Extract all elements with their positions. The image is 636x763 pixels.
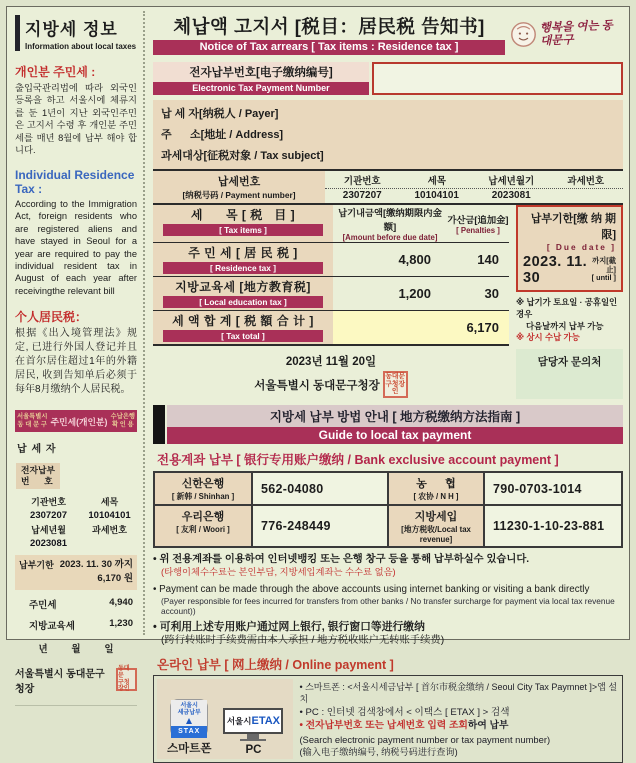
epay-section <box>153 62 623 95</box>
korean-section-body: 출입국관리법에 따라 외국인 등록을 하고 서울시에 체류지를 둔 1년이 지난 외국인주민은 고지서 수령 후 개인분 주민세를 매년 8월에 납부 해야 합니다. <box>15 83 137 156</box>
tax-total-value: 6,170 <box>333 311 509 344</box>
bank-shinhan: 신한은행 [ 新韩 / Shinhan ] <box>154 472 252 505</box>
bank-woori: 우리은행 [ 友利 / Woori ] <box>154 505 252 547</box>
payment-notes <box>153 554 623 653</box>
stub-resident-label: 주민세 <box>29 599 57 611</box>
stub-due-values <box>54 558 133 587</box>
tax-amount-section <box>153 205 623 399</box>
sidebar-subtitle: Information about local taxes <box>25 42 137 51</box>
due-date-box <box>516 205 623 292</box>
pc-label: PC <box>245 744 262 757</box>
tax-row-residence: 주 민 세 [ 居 民 税 ] [ Residence tax ] 4,800 140 <box>153 243 509 277</box>
sidebar-title-block <box>15 15 137 51</box>
bank-localtax-account: 11230-1-10-23-881 <box>484 505 622 547</box>
notice-subtitle-bar: Notice of Tax arrears [ Tax items : Residence tax ] <box>153 40 505 55</box>
epay-label-ko: 전자납부번호[电子缴纳编号] <box>153 62 369 82</box>
english-section-heading: Individual Residence Tax : <box>15 167 135 196</box>
instruction-search-en: (Search electronic payment number or tax payment number) <box>299 734 551 746</box>
district-slogan: 행복을 여는 동대문구 <box>539 19 613 48</box>
address-row: 주 소[地址 / Address] <box>161 129 284 141</box>
stub-due-date: 2023. 11. 30 까지 <box>59 559 133 571</box>
chinese-section-body: 根据《出入境管理法》规定, 已进行外国人登记并且在首尔居住超过1年的外籍居民, 收到告知单后必须于每年8月缴纳个人居民税。 <box>15 328 137 396</box>
stub-payer-label: 납 세 자 <box>17 444 57 456</box>
stub-date-blank: 년 월 일 <box>38 643 114 655</box>
due-until-note: 까지[截止] [ until ] <box>591 255 616 283</box>
guide-title-ko: 지방세 납부 방법 안내 [ 地方税缴纳方法指南 ] <box>167 405 623 427</box>
bank-localtax: 지방세입 [地方税收/Local tax revenue] <box>388 505 484 547</box>
tower-icon <box>186 718 192 724</box>
payment-number-label-ko: 납세번호 <box>217 176 261 188</box>
tax-table-header: 세 목 [ 税 目 ] [ Tax items ] 납기내금액[缴纳期限内金额] [Amount before due date] 가산금[追加金] [ Penalties ] <box>153 205 509 243</box>
payment-number-label-sub: [纳税号码 / Payment number] <box>182 190 296 200</box>
epay-label-en: Electronic Tax Payment Number <box>153 82 369 95</box>
notice-title: 체납액 고지서 [税目：居民税 告知书] <box>173 16 485 37</box>
stub-taxno-label: 과세번호 <box>92 525 127 536</box>
due-label-en: [ Due date ] <box>546 242 616 252</box>
title-accent-bar <box>15 15 20 51</box>
payment-number-strip <box>153 169 623 205</box>
online-payment-heading: 온라인 납부 [ 网上缴纳 / Online payment ] <box>157 657 394 672</box>
bank-woori-account: 776-248449 <box>252 505 388 547</box>
stub-edu-value: 1,230 <box>109 617 133 629</box>
guide-header-square <box>153 405 165 444</box>
app-icons-panel <box>157 679 293 759</box>
stub-item-label: 세목 <box>100 497 119 508</box>
district-emblem-icon <box>510 21 537 48</box>
stub-taxno-value <box>82 538 137 549</box>
stub-due-row <box>15 555 137 590</box>
stub-edu-line <box>15 618 137 632</box>
stub-epay-label: 전자납부 번 호 <box>16 463 60 489</box>
stub-header-district: 서울특별시 동 대 문 구 <box>17 413 48 429</box>
stub-resident-line <box>15 597 137 611</box>
bank-account-table <box>153 471 623 548</box>
english-section-body: According to the Immigration Act, foreign residents who are registered aliens and have stayed in Seoul for a year are required to pay the individual resident tax in August of each year after receivingthe relevant bill <box>15 198 137 296</box>
dotted-divider <box>143 11 145 635</box>
instruction-number: • 전자납부번호 또는 납세번호 입력 조회하여 납부 <box>299 720 509 732</box>
issue-block <box>153 353 509 398</box>
stub-yearmonth-value: 2023081 <box>30 538 68 550</box>
bank-shinhan-account: 562-04080 <box>252 472 388 505</box>
instruction-pc: • PC : 인터넷 검색창에서 < 이택스 [ ETAX ] > 검색 <box>299 707 510 719</box>
online-instructions <box>293 679 619 759</box>
stub-due-label: 납부기한 <box>19 560 54 571</box>
due-date-panel <box>516 205 623 399</box>
stub-org-label: 기관번호 <box>31 497 66 508</box>
due-date-value: 2023. 11. 30 <box>523 254 588 286</box>
stub-due-amount: 6,170 원 <box>97 573 133 585</box>
due-notes: ※ 납기가 토요일 · 공휴일인 경우 다음날까지 납부 가능 ※ 상시 수납 가능 <box>516 297 618 343</box>
notice-main <box>149 11 625 758</box>
bank-nh-account: 790-0703-1014 <box>484 472 622 505</box>
payer-info-block <box>153 100 623 169</box>
tax-row-education: 지방교육세 [地方教育税] [ Local education tax ] 1,200 30 <box>153 277 509 311</box>
korean-section-heading: 개인분 주민세 : <box>15 65 96 79</box>
stub-number-grid <box>15 495 137 549</box>
stub-issuer-row <box>15 665 137 695</box>
stub-header-taxname: 주민세(개인분) <box>50 416 108 427</box>
stub-org-value: 2307207 <box>30 510 68 522</box>
etax-monitor-icon: 서울시 ETAX <box>223 708 283 741</box>
mayor-seal: 동대문 구청장인 <box>383 371 408 398</box>
stax-app-icon: 서울시 세금납부 STAX <box>170 699 208 737</box>
district-office-seal: 동대문 구청장인 <box>116 668 137 691</box>
note-chinese: • 可利用上述专用账户通过网上银行, 银行窗口等进行缴纳 (跨行转账时手续费需由本人承担 / 地方税收账户无转账手续费) <box>153 621 445 646</box>
district-logo <box>505 13 623 55</box>
tax-table <box>153 205 509 346</box>
payment-number-values: 2307207 10104101 2023081 <box>342 190 531 201</box>
instruction-smartphone: • 스마트폰 : <서울시세금납부 [ 首尔市税金缴纳 / Seoul City Tax Paymnet ]>앱 설치 <box>299 681 618 705</box>
document-frame <box>6 6 630 758</box>
stub-end-divider <box>15 705 137 706</box>
note-korean: • 위 전용계좌를 이용하여 인터넷뱅킹 또는 은행 창구 등을 통해 납부하실수 있습니다. (타행이체수수료는 본인부담, 지방세입계좌는 수수료 없음) <box>153 554 530 577</box>
epay-number-field <box>372 62 623 95</box>
stub-edu-label: 지방교육세 <box>29 620 75 632</box>
stub-resident-value: 4,940 <box>109 596 133 608</box>
info-sidebar <box>11 11 139 695</box>
guide-header <box>153 405 623 444</box>
guide-title-en: Guide to local tax payment <box>167 427 623 444</box>
notice-header <box>153 13 623 55</box>
stub-header <box>15 410 137 432</box>
issue-date: 2023년 11월 20일 <box>285 356 377 368</box>
tax-row-total: 세 액 합 계 [ 税 額 合 计 ] [ Tax total ] 6,170 <box>153 311 509 344</box>
stub-yearmonth-label: 납세년월 <box>31 525 66 536</box>
stub-issuer-text: 서울특별시 동대문구청장 <box>15 668 105 695</box>
note-english: • Payment can be made through the above accounts using internet banking or visiting a bank directly (Payer responsible for fees incurred for transfers from other banks / No transfer surcharge for payment via local tax revenue account)) <box>153 583 615 617</box>
bank-nh: 농 협 [ 农协 / N H ] <box>388 472 484 505</box>
sidebar-title: 지방세 정보 <box>25 20 118 39</box>
payer-row: 납 세 자[纳税人 / Payer] <box>161 108 279 120</box>
payment-number-headers: 기관번호 세목 납세년월기 과세번호 <box>325 172 623 189</box>
stub-item-value: 10104101 <box>88 510 131 522</box>
chinese-section-heading: 个人居民税： <box>15 310 88 325</box>
due-label-ko: 납부기한[缴 纳 期 限] <box>530 213 616 241</box>
online-payment-box <box>153 675 623 763</box>
account-heading: 전용계좌 납부 [ 银行专用账户缴纳 / Bank exclusive account payment ] <box>157 453 559 468</box>
instruction-search-zh: (输入电子缴纳编号, 纳税号码进行查询) <box>299 747 458 758</box>
tax-subject-row: 과세대상[征税对象 / Tax subject] <box>161 150 324 162</box>
smartphone-label: 스마트폰 <box>167 743 212 756</box>
contact-box: 담당자 문의처 <box>516 349 623 399</box>
stub-header-bankuse: 수납은행 확 인 용 <box>110 413 135 429</box>
bank-confirmation-stub <box>15 410 137 705</box>
issuer-name: 서울특별시 동대문구청장 <box>254 379 380 392</box>
